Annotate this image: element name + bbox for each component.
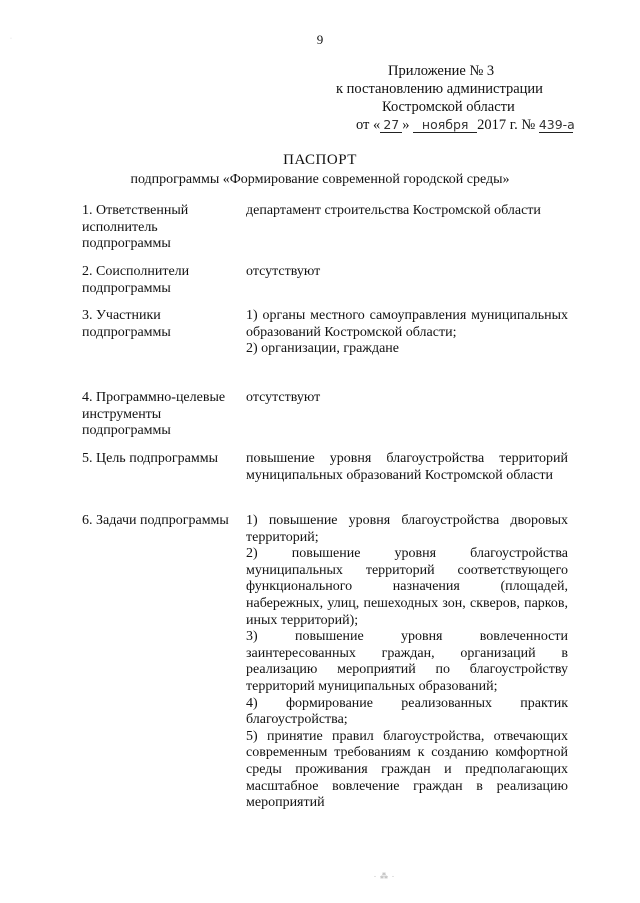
row-value-line: отсутствуют: [246, 390, 321, 405]
row-value-line: отсутствуют: [246, 264, 321, 279]
scan-artifact: ∙ ⁂ ∙: [374, 872, 395, 881]
scan-speck: ·: [10, 36, 12, 42]
row-value-line: 5) принятие правил благоустройства, отвечающих современным требованиям к созданию комфортной среды проживания граждан и предполагающих масштабное вовлечение граждан в реализацию мероприятий: [246, 728, 568, 811]
title-block: [0, 150, 640, 190]
row-value-line: 4) формирование реализованных практик благоустройства;: [246, 695, 568, 728]
row-label: 4. Программно-целевые инструменты подпрограммы: [82, 390, 226, 439]
row-label: 1. Ответственный исполнитель подпрограммы: [82, 203, 189, 252]
row-label: 6. Задачи подпрограммы: [82, 513, 229, 528]
passport-row-responsible: [82, 203, 568, 264]
row-value: [246, 451, 568, 513]
date-day: 27: [380, 118, 402, 133]
passport-row-instruments: [82, 390, 568, 451]
date-year: 2017 г. №: [477, 117, 536, 133]
row-label: 2. Соисполнители подпрограммы: [82, 264, 190, 296]
document-title: ПАСПОРТ: [283, 152, 357, 168]
document-subtitle: подпрограммы «Формирование современной городской среды»: [130, 172, 510, 187]
document-number: 439-а: [538, 117, 575, 132]
passport-row-tasks: [82, 513, 568, 812]
row-value: [246, 203, 568, 264]
passport-row-goal: [82, 451, 568, 513]
date-prefix: от «: [356, 117, 381, 133]
row-value-line: 2) организации, граждане: [246, 341, 399, 357]
row-label: 3. Участники подпрограммы: [82, 308, 171, 340]
row-value-line: департамент строительства Костромской области: [246, 203, 541, 218]
row-value-line: 3) повышение уровня вовлеченности заинтересованных граждан, организаций в реализацию мероприятий по благоустройству территорий муниципальных образований;: [246, 629, 568, 694]
row-value-line: повышение уровня благоустройства территорий муниципальных образований Костромской области: [246, 451, 568, 483]
passport-row-coexecutors: [82, 264, 568, 308]
appendix-header: [336, 62, 606, 134]
appendix-title: Приложение № 3: [388, 63, 495, 79]
row-value-line: 1) органы местного самоуправления муниципальных образований Костромской области;: [246, 308, 568, 340]
row-value: [246, 308, 568, 390]
appendix-resolution-line: к постановлению администрации: [336, 81, 543, 97]
date-month: ноября: [413, 118, 477, 133]
page-number: 9: [316, 32, 324, 47]
appendix-date-line: [336, 116, 606, 134]
appendix-region-line: Костромской области: [382, 99, 515, 115]
row-value: [246, 390, 568, 451]
row-value: [246, 513, 568, 812]
passport-table: [82, 203, 568, 812]
row-label: 5. Цель подпрограммы: [82, 451, 218, 466]
row-value: [246, 264, 568, 308]
date-quote: »: [402, 117, 410, 133]
row-value-line: 1) повышение уровня благоустройства дворовых территорий;: [246, 513, 568, 545]
passport-row-participants: [82, 308, 568, 390]
row-value-line: 2) повышение уровня благоустройства муниципальных территорий соответствующего функционального назначения (площадей, набережных, улиц, пешеходных зон, скверов, парков, иных территорий);: [246, 546, 568, 628]
